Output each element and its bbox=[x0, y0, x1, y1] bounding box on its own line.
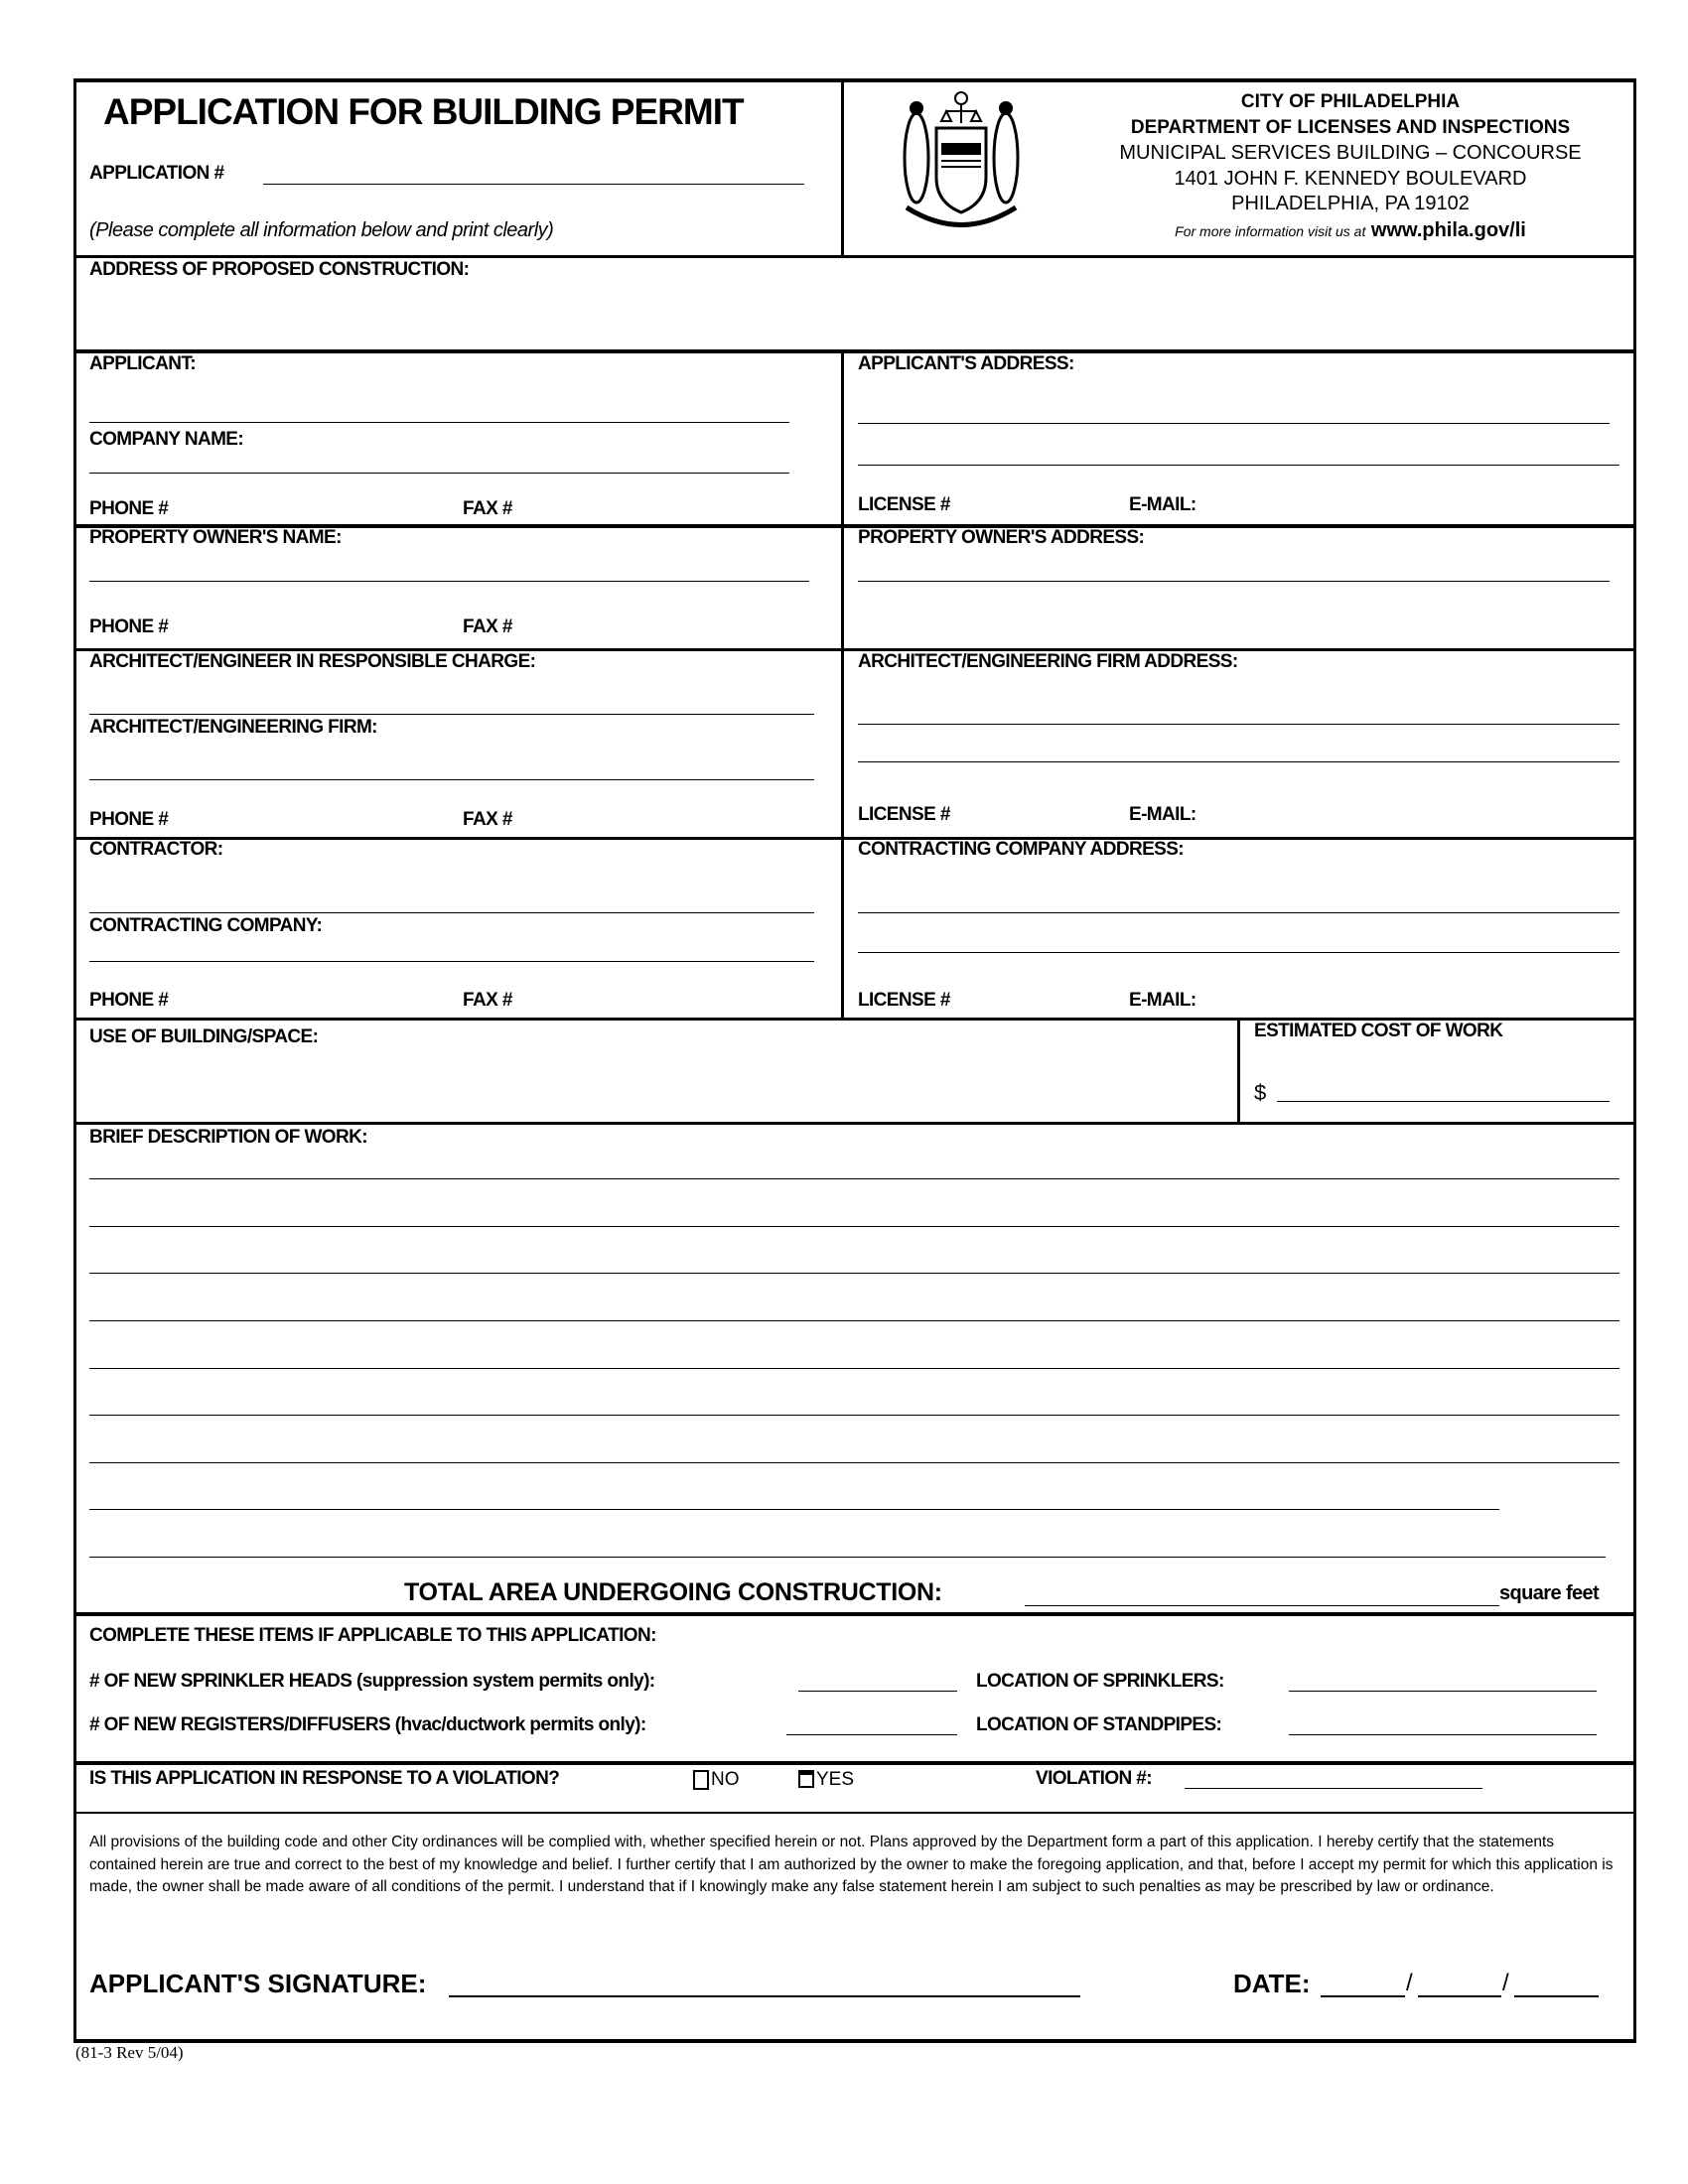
registers-label: # OF NEW REGISTERS/DIFFUSERS (hvac/ductwork permits only): bbox=[89, 1714, 646, 1735]
divider bbox=[73, 837, 1636, 840]
application-number-label: APPLICATION # bbox=[89, 163, 224, 184]
architect-firm-address-field-2[interactable] bbox=[858, 760, 1619, 762]
page-title: APPLICATION FOR BUILDING PERMIT bbox=[103, 91, 744, 132]
agency-building: MUNICIPAL SERVICES BUILDING – CONCOURSE bbox=[1119, 142, 1582, 164]
date-separator: / bbox=[1406, 1970, 1413, 1996]
contractor-label: CONTRACTOR: bbox=[89, 839, 223, 860]
registers-field[interactable] bbox=[786, 1733, 957, 1735]
contracting-address-field-2[interactable] bbox=[858, 951, 1619, 953]
dollar-sign: $ bbox=[1254, 1080, 1267, 1105]
no-label: NO bbox=[711, 1769, 740, 1790]
date-label: DATE: bbox=[1233, 1969, 1311, 1998]
company-name-field[interactable] bbox=[89, 472, 789, 474]
city-seal-logo bbox=[887, 83, 1036, 232]
website-link[interactable]: www.phila.gov/li bbox=[1370, 219, 1526, 241]
agency-city-zip: PHILADELPHIA, PA 19102 bbox=[1231, 193, 1470, 214]
divider bbox=[73, 255, 1636, 258]
owner-address-field[interactable] bbox=[858, 580, 1610, 582]
description-line[interactable] bbox=[89, 1461, 1619, 1463]
certification-text: All provisions of the building code and other City ordinances will be complied with, whether specified herein or not. Plans approved by the Department form a part of this application. I hereby certify that the statements contained herein are true and correct to the best of my knowledge and belief. I further certify that I am authorized by the owner to make the foregoing application, and that, before I accept my permit for which this application is made, the owner shall be made aware of all conditions of the permit. I understand that if I knowingly make any false statement herein I am subject to such penalties as may be prescribed by law or ordinance. bbox=[89, 1834, 1614, 1895]
applicant-phone-label: PHONE # bbox=[89, 498, 169, 519]
date-month-field[interactable] bbox=[1321, 1995, 1405, 1997]
divider bbox=[841, 78, 844, 256]
architect-phone-label: PHONE # bbox=[89, 809, 169, 830]
description-line[interactable] bbox=[89, 1556, 1606, 1558]
applicant-address-field[interactable] bbox=[858, 422, 1610, 424]
date-day-field[interactable] bbox=[1418, 1995, 1501, 1997]
complete-items-label: COMPLETE THESE ITEMS IF APPLICABLE TO THIS APPLICATION: bbox=[89, 1625, 656, 1646]
contractor-phone-label: PHONE # bbox=[89, 990, 169, 1011]
applicant-field[interactable] bbox=[89, 421, 789, 423]
application-number-field[interactable] bbox=[263, 183, 804, 185]
owner-address-label: PROPERTY OWNER'S ADDRESS: bbox=[858, 527, 1145, 548]
more-info-text: For more information visit us at bbox=[1175, 223, 1366, 239]
applicant-address-field-2[interactable] bbox=[858, 464, 1619, 466]
agency-department: DEPARTMENT OF LICENSES AND INSPECTIONS bbox=[1130, 117, 1571, 138]
applicant-license-label: LICENSE # bbox=[858, 494, 950, 515]
frame-bottom bbox=[73, 2039, 1636, 2043]
architect-firm-address-field[interactable] bbox=[858, 723, 1619, 725]
violation-question-label: IS THIS APPLICATION IN RESPONSE TO A VIOLATION? bbox=[89, 1768, 560, 1789]
form-revision: (81-3 Rev 5/04) bbox=[75, 2043, 184, 2062]
applicant-address-label: APPLICANT'S ADDRESS: bbox=[858, 353, 1074, 374]
applicant-fax-label: FAX # bbox=[463, 498, 512, 519]
violation-number-field[interactable] bbox=[1185, 1787, 1482, 1789]
contractor-license-label: LICENSE # bbox=[858, 990, 950, 1011]
yes-checkbox[interactable] bbox=[798, 1770, 814, 1788]
owner-fax-label: FAX # bbox=[463, 616, 512, 637]
applicant-label: APPLICANT: bbox=[89, 353, 196, 374]
yes-label: YES bbox=[816, 1769, 855, 1790]
frame-right bbox=[1633, 78, 1636, 2042]
sprinkler-heads-label: # OF NEW SPRINKLER HEADS (suppression system permits only): bbox=[89, 1671, 655, 1692]
instructions-note: (Please complete all information below and print clearly) bbox=[89, 219, 554, 241]
standpipes-field[interactable] bbox=[1289, 1733, 1597, 1735]
use-of-building-label: USE OF BUILDING/SPACE: bbox=[89, 1026, 319, 1047]
sprinkler-heads-field[interactable] bbox=[798, 1690, 957, 1692]
description-line[interactable] bbox=[89, 1319, 1619, 1321]
description-line[interactable] bbox=[89, 1367, 1619, 1369]
divider bbox=[73, 1761, 1636, 1765]
frame-left bbox=[73, 78, 76, 2042]
owner-phone-label: PHONE # bbox=[89, 616, 169, 637]
architect-firm-field[interactable] bbox=[89, 778, 814, 780]
architect-fax-label: FAX # bbox=[463, 809, 512, 830]
more-info bbox=[1053, 219, 1648, 242]
signature-field[interactable] bbox=[449, 1995, 1080, 1997]
address-field[interactable] bbox=[89, 288, 1618, 342]
sprinkler-location-field[interactable] bbox=[1289, 1690, 1597, 1692]
owner-name-label: PROPERTY OWNER'S NAME: bbox=[89, 527, 342, 548]
frame-top bbox=[73, 78, 1636, 82]
divider bbox=[73, 1122, 1636, 1125]
total-area-field[interactable] bbox=[1025, 1604, 1499, 1606]
date-separator: / bbox=[1502, 1970, 1509, 1996]
agency-city: CITY OF PHILADELPHIA bbox=[1240, 91, 1461, 112]
square-feet-label: square feet bbox=[1499, 1582, 1600, 1604]
violation-number-label: VIOLATION #: bbox=[1036, 1768, 1153, 1789]
address-label: ADDRESS OF PROPOSED CONSTRUCTION: bbox=[89, 259, 470, 280]
contractor-fax-label: FAX # bbox=[463, 990, 512, 1011]
agency-street: 1401 JOHN F. KENNEDY BOULEVARD bbox=[1174, 168, 1527, 190]
architect-field[interactable] bbox=[89, 713, 814, 715]
architect-license-label: LICENSE # bbox=[858, 804, 950, 825]
divider bbox=[1237, 1018, 1240, 1123]
architect-label: ARCHITECT/ENGINEER IN RESPONSIBLE CHARGE: bbox=[89, 651, 536, 672]
contractor-email-label: E-MAIL: bbox=[1129, 990, 1196, 1011]
description-line[interactable] bbox=[89, 1177, 1619, 1179]
contracting-address-field[interactable] bbox=[858, 911, 1619, 913]
divider bbox=[73, 349, 1636, 353]
estimated-cost-label: ESTIMATED COST OF WORK bbox=[1254, 1021, 1503, 1041]
applicant-email-label: E-MAIL: bbox=[1129, 494, 1196, 515]
company-name-label: COMPANY NAME: bbox=[89, 429, 244, 450]
total-area-label: TOTAL AREA UNDERGOING CONSTRUCTION: bbox=[404, 1578, 942, 1606]
architect-email-label: E-MAIL: bbox=[1129, 804, 1196, 825]
signature-label: APPLICANT'S SIGNATURE: bbox=[89, 1969, 427, 1998]
standpipes-label: LOCATION OF STANDPIPES: bbox=[976, 1714, 1222, 1735]
description-label: BRIEF DESCRIPTION OF WORK: bbox=[89, 1127, 367, 1148]
sprinkler-location-label: LOCATION OF SPRINKLERS: bbox=[976, 1671, 1224, 1692]
description-line[interactable] bbox=[89, 1225, 1619, 1227]
description-line[interactable] bbox=[89, 1414, 1619, 1416]
owner-name-field[interactable] bbox=[89, 580, 809, 582]
architect-firm-label: ARCHITECT/ENGINEERING FIRM: bbox=[89, 717, 377, 738]
description-line[interactable] bbox=[89, 1272, 1619, 1274]
divider bbox=[73, 1812, 1636, 1814]
divider bbox=[73, 1612, 1636, 1616]
estimated-cost-field[interactable] bbox=[1277, 1100, 1610, 1102]
divider bbox=[841, 349, 844, 1020]
contracting-company-field[interactable] bbox=[89, 960, 814, 962]
date-year-field[interactable] bbox=[1514, 1995, 1599, 1997]
architect-firm-address-label: ARCHITECT/ENGINEERING FIRM ADDRESS: bbox=[858, 651, 1238, 672]
contracting-address-label: CONTRACTING COMPANY ADDRESS: bbox=[858, 839, 1185, 860]
contractor-field[interactable] bbox=[89, 911, 814, 913]
description-line[interactable] bbox=[89, 1508, 1499, 1510]
contracting-company-label: CONTRACTING COMPANY: bbox=[89, 915, 323, 936]
no-checkbox[interactable] bbox=[693, 1770, 709, 1790]
